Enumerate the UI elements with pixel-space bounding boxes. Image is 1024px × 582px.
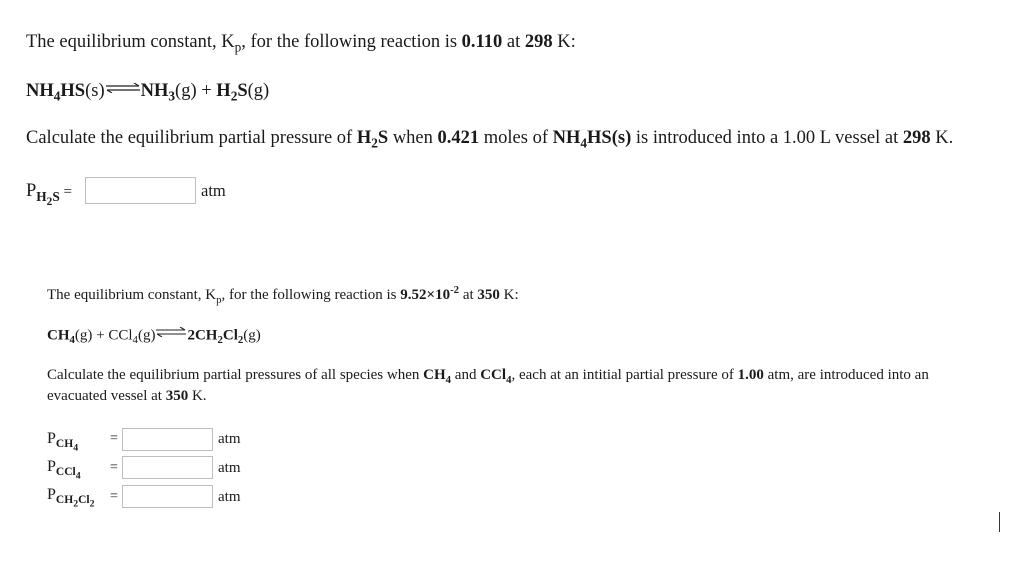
problem1-intro bbox=[26, 32, 576, 53]
label-subscript: S bbox=[52, 188, 60, 204]
reactant-subscript: 4 bbox=[580, 135, 588, 151]
species-subscript: 4 bbox=[506, 373, 512, 386]
equilibrium-arrows-icon bbox=[106, 83, 140, 93]
pressure-value: 1.00 bbox=[737, 367, 764, 383]
pressure-symbol: P bbox=[26, 181, 37, 201]
answer-label-ph2s bbox=[26, 181, 72, 208]
species-subscript: 2 bbox=[371, 135, 378, 151]
species-subscript: 4 bbox=[445, 373, 452, 386]
question-text: when bbox=[388, 128, 438, 148]
reactant-formula: (g) + CCl bbox=[74, 327, 133, 344]
equals-sign: = bbox=[110, 431, 118, 446]
label-subscript: CH bbox=[55, 438, 74, 451]
unit-atm: atm bbox=[218, 460, 241, 476]
problem2-reaction bbox=[47, 327, 261, 347]
equals-sign: = bbox=[59, 184, 72, 200]
label-subscript: H bbox=[36, 188, 47, 204]
pch2cl2-answer-input[interactable] bbox=[122, 485, 213, 508]
product-formula: 2CH bbox=[187, 327, 218, 344]
label-subscript: CH bbox=[55, 494, 74, 507]
question-text: evacuated vessel at bbox=[47, 388, 166, 404]
pressure-symbol: P bbox=[47, 430, 56, 447]
unit-atm: atm bbox=[218, 489, 241, 505]
product-subscript: 2 bbox=[217, 334, 223, 347]
kp-subscript: p bbox=[234, 39, 242, 55]
intro-text: K: bbox=[552, 32, 576, 52]
pccl4-answer-input[interactable] bbox=[122, 456, 213, 479]
question-text: K. bbox=[930, 128, 954, 148]
equals-sign: = bbox=[110, 489, 118, 504]
product-state: (g) + bbox=[175, 81, 217, 101]
product-formula: S bbox=[237, 81, 248, 101]
reactant-state: (s) bbox=[85, 81, 105, 101]
product-subscript: 2 bbox=[230, 88, 238, 104]
pch4-answer-input[interactable] bbox=[122, 428, 213, 451]
question-text: Calculate the equilibrium partial pressures of all species when bbox=[47, 367, 424, 383]
reactant-formula: NH bbox=[552, 128, 581, 148]
text-cursor-icon bbox=[999, 512, 1000, 532]
product-state: (g) bbox=[243, 327, 261, 344]
kp-value: 9.52×10 bbox=[400, 287, 451, 303]
product-subscript: 3 bbox=[168, 88, 176, 104]
reactant-subscript: 4 bbox=[69, 334, 75, 347]
product-formula: NH bbox=[140, 81, 169, 101]
question-text: moles of bbox=[479, 128, 553, 148]
label-subscript: 2 bbox=[89, 498, 95, 510]
species-formula: CCl bbox=[480, 367, 507, 383]
unit-atm: atm bbox=[218, 431, 241, 447]
label-subscript: 2 bbox=[46, 195, 53, 208]
species-formula: S bbox=[377, 128, 389, 148]
kp-exponent: -2 bbox=[450, 284, 460, 297]
label-subscript: Cl bbox=[78, 494, 90, 507]
product-formula: H bbox=[216, 81, 231, 101]
temperature-value: 350 bbox=[477, 287, 500, 303]
problem2-question-line2 bbox=[47, 388, 207, 405]
label-subscript: 2 bbox=[73, 498, 79, 510]
species-formula: CH bbox=[423, 367, 446, 383]
intro-text: at bbox=[502, 32, 525, 52]
product-formula: Cl bbox=[222, 327, 238, 344]
ph2s-answer-input[interactable] bbox=[85, 177, 196, 204]
label-subscript: CCl bbox=[55, 466, 76, 479]
question-text: , each at an intitial partial pressure of bbox=[511, 367, 738, 383]
intro-text: , for the following reaction is bbox=[241, 32, 462, 52]
pressure-symbol: P bbox=[47, 486, 56, 503]
product-subscript: 2 bbox=[237, 334, 244, 347]
intro-text: at bbox=[459, 287, 478, 303]
intro-text: The equilibrium constant, K bbox=[26, 32, 235, 52]
species-formula: H bbox=[356, 128, 372, 148]
reactant-formula: CH bbox=[47, 327, 70, 344]
reactant-formula: NH bbox=[26, 81, 54, 101]
pressure-symbol: P bbox=[47, 458, 56, 475]
intro-text: The equilibrium constant, K bbox=[47, 287, 217, 303]
temperature-value: 298 bbox=[524, 32, 553, 52]
question-text: is introduced into a 1.00 L vessel at bbox=[631, 128, 903, 148]
problem2-intro bbox=[47, 284, 519, 306]
kp-subscript: p bbox=[216, 293, 222, 306]
intro-text: , for the following reaction is bbox=[221, 287, 401, 303]
answer-label-pch4 bbox=[47, 430, 79, 454]
question-text: atm, are introduced into an bbox=[763, 367, 929, 383]
temperature-value: 350 bbox=[165, 388, 189, 404]
reactant-formula: HS(s) bbox=[587, 128, 632, 148]
problem1-question bbox=[26, 128, 953, 149]
reactant-state: (g) bbox=[137, 327, 156, 344]
unit-atm: atm bbox=[201, 181, 226, 200]
equilibrium-arrows-icon bbox=[156, 327, 186, 337]
reactant-formula: HS bbox=[60, 81, 86, 101]
answer-label-pch2cl2 bbox=[47, 486, 95, 510]
reactant-subscript: 4 bbox=[53, 88, 61, 104]
reactant-subscript: 4 bbox=[132, 334, 138, 347]
question-text: Calculate the equilibrium partial pressure of bbox=[26, 128, 357, 148]
label-subscript: 4 bbox=[75, 470, 81, 482]
label-subscript: 4 bbox=[73, 442, 79, 454]
product-state: (g) bbox=[247, 81, 270, 101]
answer-label-pccl4 bbox=[47, 458, 81, 482]
kp-value: 0.110 bbox=[461, 32, 503, 52]
temperature-value: 298 bbox=[902, 128, 931, 148]
question-text: and bbox=[451, 367, 481, 383]
question-text: K. bbox=[188, 388, 207, 404]
intro-text: K: bbox=[499, 287, 519, 303]
equals-sign: = bbox=[110, 460, 118, 475]
moles-value: 0.421 bbox=[437, 128, 480, 148]
problem2-question-line1 bbox=[47, 367, 929, 384]
problem1-reaction bbox=[26, 81, 269, 102]
